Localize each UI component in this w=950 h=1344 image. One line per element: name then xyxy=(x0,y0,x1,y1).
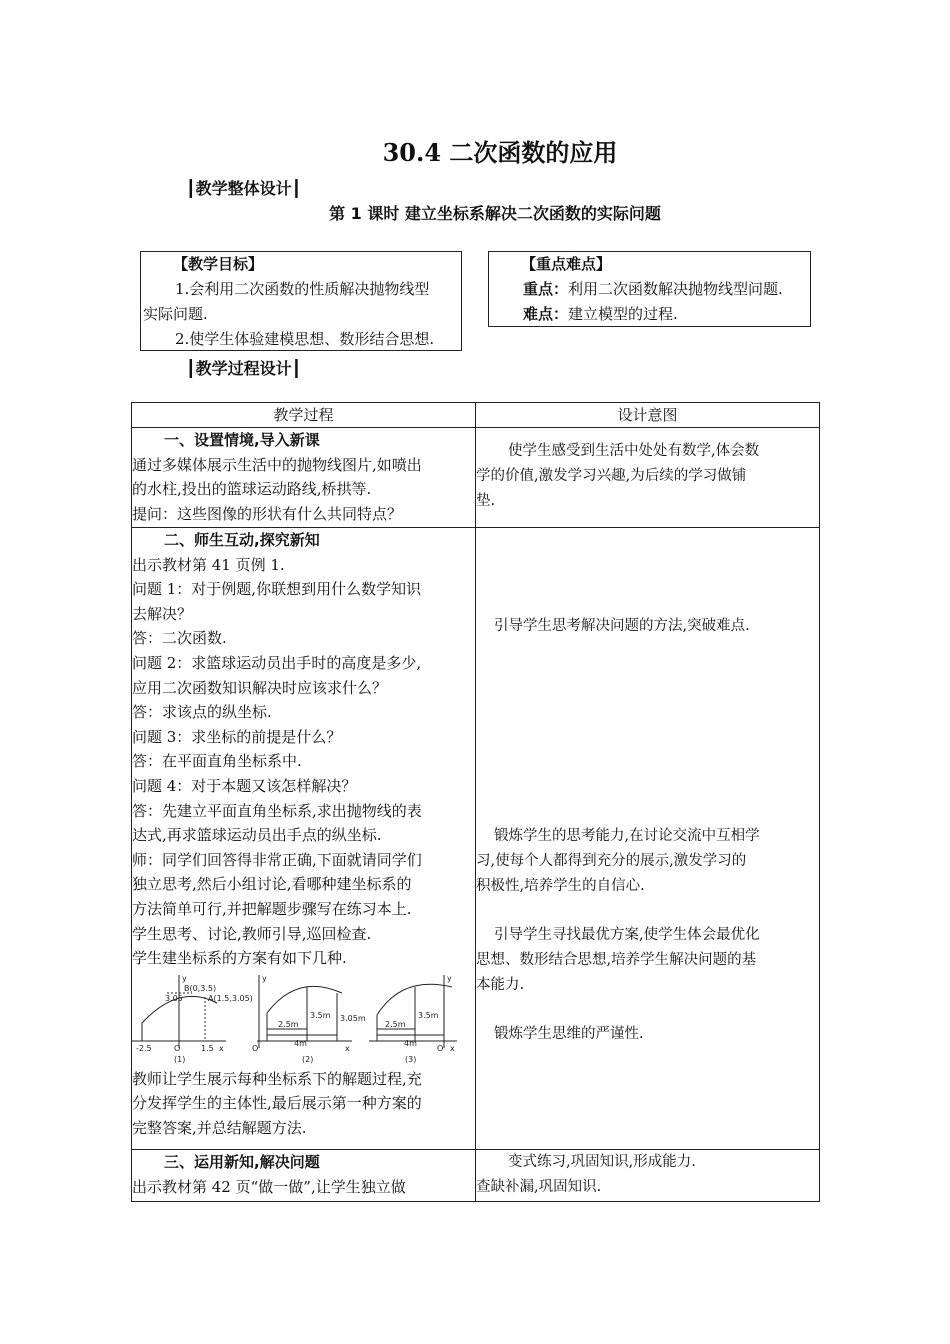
teaching-process-table xyxy=(131,402,820,1202)
text-line: 方法简单可行,并把解题步骤写在练习本上. xyxy=(132,899,412,918)
text-line: 独立思考,然后小组讨论,看哪种建坐标系的 xyxy=(132,875,412,894)
intent-line: 变式练习,巩固知识,形成能力. xyxy=(508,1154,696,1170)
text-line: 答：先建立平面直角坐标系,求出抛物线的表 xyxy=(132,801,422,820)
section-3-heading: 三、运用新知,解决问题 xyxy=(164,1153,320,1171)
page-title: 30.4 二次函数的应用 xyxy=(382,138,618,167)
text-line: 答：二次函数. xyxy=(132,629,227,648)
section-2-cell xyxy=(132,528,476,1150)
intent-line: 垫. xyxy=(476,493,496,509)
col-header-intent: 设计意图 xyxy=(476,403,820,428)
intent-line: 学的价值,激发学习兴趣,为后续的学习做铺 xyxy=(476,468,747,484)
intent-line: 习,使每个人都得到充分的展示,激发学习的 xyxy=(476,853,747,869)
text-line: 问题 3：求坐标的前提是什么？ xyxy=(132,727,342,746)
difficult-text: 建立模型的过程. xyxy=(568,305,678,323)
text-line: 教师让学生展示每种坐标系下的解题过程,充 xyxy=(132,1069,422,1088)
section-process-design: ┃教学过程设计┃ xyxy=(186,359,302,378)
g2-height1-label: 3.5m xyxy=(310,1010,331,1020)
key-text: 利用二次函数解决抛物线型问题. xyxy=(568,280,783,298)
text-line: 学生建坐标系的方案有如下几种. xyxy=(132,949,347,968)
g1-point-a-label: A(1.5,3.05) xyxy=(208,993,253,1003)
intent-line: 使学生感受到生活中处处有数学,体会数 xyxy=(508,443,760,459)
key-points-box xyxy=(488,251,811,327)
text-line: 去解决？ xyxy=(132,604,193,623)
intent-line: 锻炼学生思维的严谨性. xyxy=(494,1026,644,1042)
intent-line: 引导学生思考解决问题的方法,突破难点. xyxy=(494,618,750,634)
section-3-cell xyxy=(132,1150,476,1202)
g2-parabola xyxy=(267,986,342,1013)
lesson-title: 第 1 课时 建立坐标系解决二次函数的实际问题 xyxy=(329,204,661,223)
g3-x-label: x xyxy=(450,1043,455,1053)
text-line: 达式,再求篮球运动员出手点的纵坐标. xyxy=(132,826,382,845)
g1-height-label: 3.05 xyxy=(165,993,183,1003)
g2-caption: (2) xyxy=(302,1054,314,1064)
text-line: 完整答案,并总结解题方法. xyxy=(132,1118,307,1137)
objective-2: 2.使学生体验建模思想、数形结合思想. xyxy=(175,330,435,348)
g1-peak-label: B(0,3.5) xyxy=(184,983,217,993)
g2-x-label: x xyxy=(345,1043,350,1053)
text-line: 出示教材第 42 页“做一做”,让学生独立做 xyxy=(132,1177,406,1196)
key-point-row xyxy=(491,277,808,302)
section-1-cell xyxy=(132,428,476,528)
intent-line: 查缺补漏,巩固知识. xyxy=(476,1179,602,1195)
col-header-process: 教学过程 xyxy=(132,403,476,428)
difficult-point-row xyxy=(491,302,808,327)
text-line: 分发挥学生的主体性,最后展示第一种方案的 xyxy=(132,1094,422,1113)
text-line: 问题 2：求篮球运动员出手时的高度是多少, xyxy=(132,653,422,672)
section-3-intent xyxy=(476,1150,820,1202)
g3-origin-label: O xyxy=(437,1043,444,1053)
section-2-heading: 二、师生互动,探究新知 xyxy=(164,531,320,549)
text-line: 通过多媒体展示生活中的抛物线图片,如喷出 xyxy=(132,455,422,474)
section-2-intent xyxy=(476,528,820,1150)
g3-y-label: y xyxy=(447,973,452,983)
g3-height1-label: 3.5m xyxy=(418,1010,439,1020)
g1-origin-label: O xyxy=(174,1043,181,1053)
section-1-intent xyxy=(476,428,820,528)
coordinate-system-figure xyxy=(132,973,460,1065)
g1-caption: (1) xyxy=(174,1054,186,1064)
text-line: 师：同学们回答得非常正确,下面就请同学们 xyxy=(132,850,422,869)
intent-line: 本能力. xyxy=(476,977,525,993)
g3-dist2-label: 4m xyxy=(404,1038,417,1048)
section-1-heading: 一、设置情境,导入新课 xyxy=(164,431,320,449)
objectives-box xyxy=(140,251,462,351)
objectives-heading: 【教学目标】 xyxy=(173,255,264,273)
intent-line: 思想、数形结合思想,培养学生解决问题的基 xyxy=(476,952,757,968)
text-line: 学生思考、讨论,教师引导,巡回检查. xyxy=(132,924,372,943)
g2-dist2-label: 4m xyxy=(294,1038,307,1048)
intent-line: 锻炼学生的思考能力,在讨论交流中互相学 xyxy=(494,828,760,844)
g2-dist1-label: 2.5m xyxy=(278,1019,299,1029)
section-2-after-lines xyxy=(132,1067,475,1141)
section-2-lines xyxy=(132,553,475,971)
objective-1-cont: 实际问题. xyxy=(143,305,208,323)
difficult-label: 难点： xyxy=(523,305,569,323)
objective-1: 1.会利用二次函数的性质解决抛物线型 xyxy=(175,280,430,298)
g1-x15-label: 1.5 xyxy=(201,1043,214,1053)
text-line: 提问：这些图像的形状有什么共同特点？ xyxy=(132,504,403,523)
text-line: 应用二次函数知识解决时应该求什么？ xyxy=(132,678,388,697)
text-line: 问题 1：对于例题,你联想到用什么数学知识 xyxy=(132,580,422,599)
intent-line: 引导学生寻找最优方案,使学生体会最优化 xyxy=(494,927,760,943)
key-label: 重点： xyxy=(523,280,569,298)
g3-dist1-label: 2.5m xyxy=(385,1019,406,1029)
g1-x-label: x xyxy=(219,1043,224,1053)
g1-xneg-label: -2.5 xyxy=(136,1043,152,1053)
text-line: 的水柱,投出的篮球运动路线,桥拱等. xyxy=(132,480,372,499)
g2-origin-label: O xyxy=(252,1043,259,1053)
g1-y-label: y xyxy=(182,973,187,983)
text-line: 答：在平面直角坐标系中. xyxy=(132,752,302,771)
g2-height2-label: 3.05m xyxy=(340,1013,366,1023)
section-overall-design: ┃教学整体设计┃ xyxy=(186,179,302,198)
text-line: 问题 4：对于本题又该怎样解决？ xyxy=(132,776,357,795)
g3-caption: (3) xyxy=(405,1054,417,1064)
g2-y-label: y xyxy=(262,973,267,983)
intent-line: 积极性,培养学生的自信心. xyxy=(476,878,645,894)
text-line: 出示教材第 41 页例 1. xyxy=(132,555,285,574)
text-line: 答：求该点的纵坐标. xyxy=(132,703,272,722)
key-points-heading: 【重点难点】 xyxy=(521,255,612,273)
